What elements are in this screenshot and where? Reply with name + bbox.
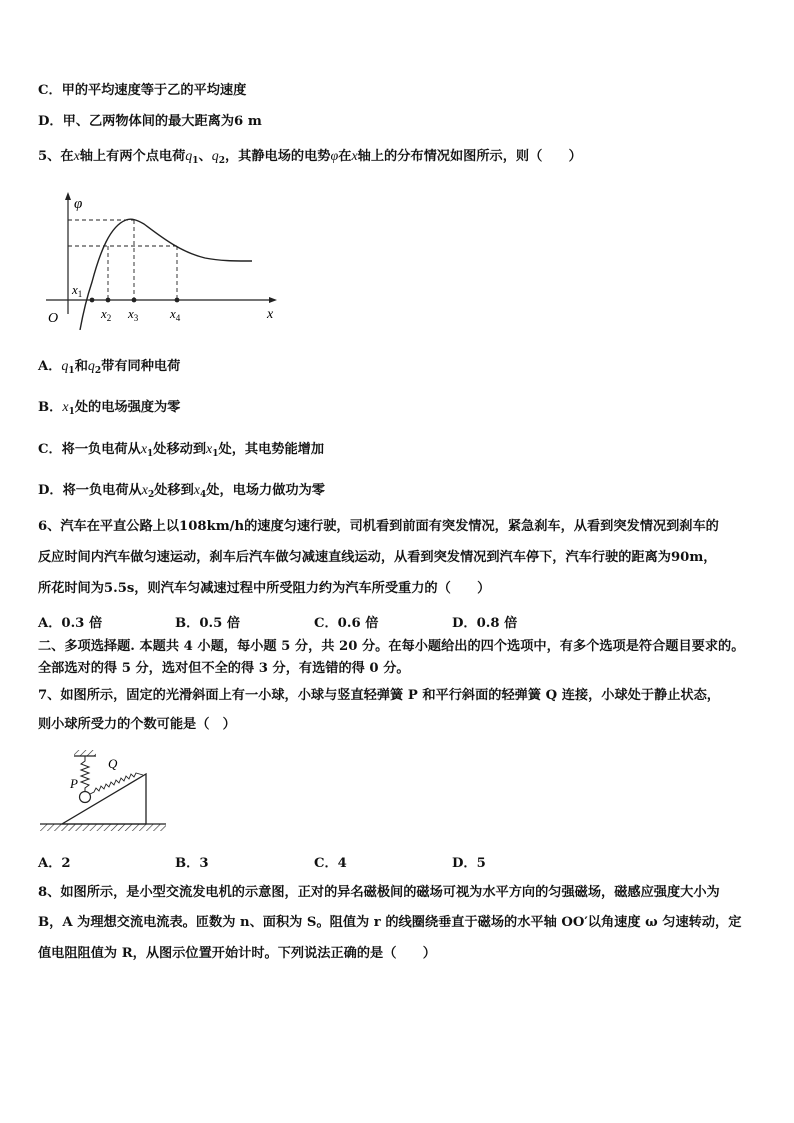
q6-option-d: D．0.8 倍: [452, 616, 518, 631]
q6-line-2: 反应时间内汽车做匀速运动，刹车后汽车做匀减速直线运动，从看到突发情况到汽车停下，汽车行驶的距离为90m，: [38, 550, 717, 565]
q6-option-c: C．0.6 倍: [314, 616, 379, 631]
x1-label: $x_1$: [72, 282, 83, 299]
q5-option-d: D．将一负电荷从$x_2$处移到$x_4$处，电场力做功为零: [38, 483, 325, 500]
q6-option-a: A．0.3 倍: [38, 616, 103, 631]
q4-option-d: D．甲、乙两物体间的最大距离为6 m: [38, 114, 262, 129]
ceiling-support: [74, 750, 96, 756]
ball: [80, 792, 91, 803]
q5-option-a: A．$q_1$和$q_2$带有同种电荷: [38, 359, 181, 376]
ground: [40, 824, 166, 831]
x-axis-arrow: [269, 297, 277, 303]
q8-line-2: B，A 为理想交流电流表。匝数为 n、面积为 S。阻值为 r 的线圈绕垂直于磁场的水平轴 OO′以角速度 ω 匀速转动，定: [38, 915, 742, 930]
q7-option-d: D．5: [452, 856, 486, 871]
q7-option-c: C．4: [314, 856, 347, 871]
q6-line-1: 6、汽车在平直公路上以108km/h的速度匀速行驶，司机看到前面有突发情况，紧急刹车，从看到突发情况到刹车的: [38, 519, 719, 534]
section-2-heading-line-1: 二、多项选择题. 本题共 4 小题，每小题 5 分，共 20 分。在每小题给出的四个选项中，有多个选项是符合题目要求的。: [38, 639, 745, 654]
q8-line-3: 值电阻阻值为 R，从图示位置开始计时。下列说法正确的是（ ）: [38, 946, 436, 961]
q6-option-b: B．0.5 倍: [175, 616, 241, 631]
q6-line-3: 所花时间为5.5s，则汽车匀减速过程中所受阻力约为汽车所受重力的（ ）: [38, 581, 491, 596]
x-axis-label: x: [267, 307, 274, 322]
label-q: Q: [108, 756, 118, 771]
q5-stem: 5、在x轴上有两个点电荷$q_1$、$q_2$，其静电场的电势φ在x轴上的分布情况如图所示，则（ ）: [38, 149, 582, 166]
q7-option-b: B．3: [175, 856, 209, 871]
x2-label: $x_2$: [101, 306, 112, 323]
spring-p: [81, 756, 89, 792]
x1-point: [90, 298, 95, 303]
origin-label: O: [48, 311, 59, 326]
phi-label: φ: [74, 196, 83, 212]
q5-potential-graph: [40, 190, 290, 330]
q7-option-a: A．2: [38, 856, 71, 871]
x2-point: [106, 298, 111, 303]
q8-line-1: 8、如图所示，是小型交流发电机的示意图，正对的异名磁极间的磁场可视为水平方向的匀强磁场，磁感应强度大小为: [38, 885, 720, 900]
q7-incline-figure: [40, 746, 170, 836]
x3-label: $x_3$: [128, 306, 139, 323]
x4-label: $x_4$: [170, 306, 181, 323]
q5-option-b: B．$x_1$处的电场强度为零: [38, 400, 181, 417]
q4-option-c: C．甲的平均速度等于乙的平均速度: [38, 83, 247, 98]
label-p: P: [70, 776, 78, 791]
section-2-heading-line-2: 全部选对的得 5 分，选对但不全的得 3 分，有选错的得 0 分。: [38, 661, 410, 676]
q5-option-c: C．将一负电荷从$x_1$处移动到$x_1$处，其电势能增加: [38, 442, 325, 459]
phi-axis-arrow: [65, 192, 71, 200]
q7-line-2: 则小球所受力的个数可能是（ ）: [38, 717, 236, 732]
x3-point: [132, 298, 137, 303]
q7-line-1: 7、如图所示，固定的光滑斜面上有一小球，小球与竖直轻弹簧 P 和平行斜面的轻弹簧 Q 连接，小球处于静止状态，: [38, 688, 720, 703]
x4-point: [175, 298, 180, 303]
